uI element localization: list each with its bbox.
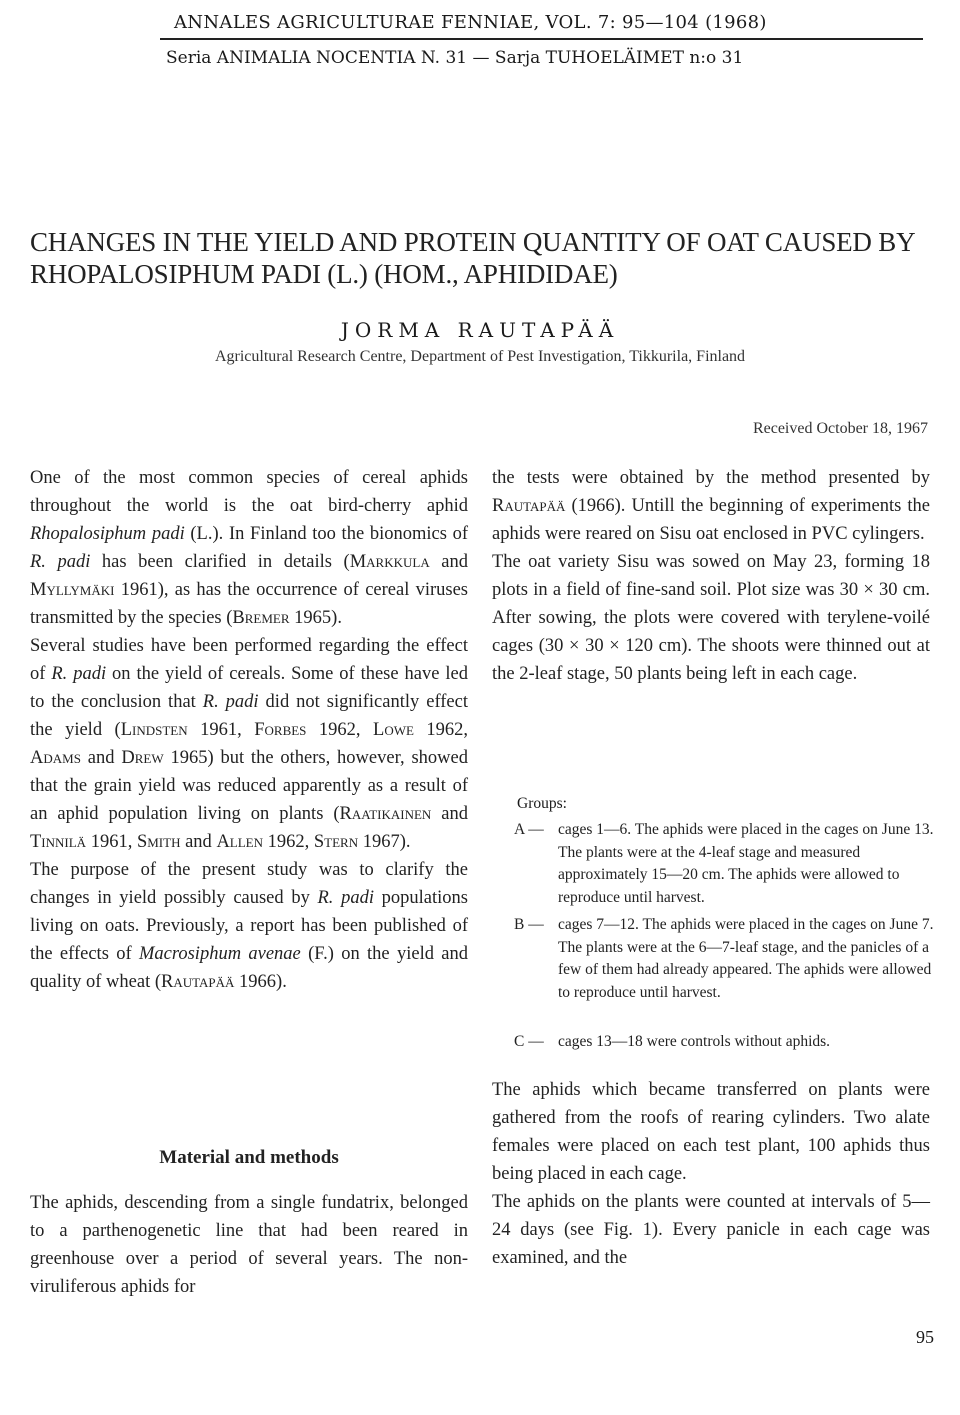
methods-paragraph-5: The aphids on the plants were counted at intervals of 5—24 days (see Fig. 1). Every panicle in each cage was examined, and the [492, 1192, 930, 1268]
methods-paragraph-4: The aphids which became transferred on plants were gathered from the roofs of rearing cylinders. Two alate females were placed on each test plant, 100 aphids thus being placed in each cage. [492, 1080, 930, 1184]
article-title-line-1: CHANGES IN THE YIELD AND PROTEIN QUANTITY OF OAT CAUSED BY [30, 227, 916, 257]
author-name: JORMA RAUTAPÄÄ [340, 318, 620, 342]
right-column-lower [492, 1076, 930, 1272]
journal-header: ANNALES AGRICULTURAE FENNIAE, VOL. 7: 95—104 (1968) [174, 12, 767, 33]
left-column [30, 464, 468, 996]
series-line: Seria ANIMALIA NOCENTIA N. 31 — Sarja TUHOELÄIMET n:o 31 [166, 48, 744, 68]
article-title-line-2: RHOPALOSIPHUM PADI (L.) (HOM., APHIDIDAE) [30, 259, 618, 289]
intro-paragraph-1: One of the most common species of cereal aphids throughout the world is the oat bird-cherry aphid Rhopalosiphum padi (L.). In Finland too the bionomics of R. padi has been clarified in details (Markkula and Myllymäki 1961), as has the occurrence of cereal viruses transmitted by the species (Bremer 1965). [30, 468, 469, 628]
header-rule [160, 38, 923, 40]
methods-paragraph-1-column [30, 1189, 468, 1301]
page-number: 95 [916, 1327, 934, 1347]
group-description: cages 7—12. The aphids were placed in the cages on June 7. The plants were at the 6—7-leaf stage, and the panicles of a few of them had already appeared. The aphids were allowed to reproduce until harvest. [558, 916, 934, 1001]
group-letter: B — [514, 916, 544, 933]
groups-label: Groups: [517, 795, 567, 812]
group-c-item [514, 1031, 934, 1055]
group-b-item [514, 914, 934, 1026]
group-description: cages 13—18 were controls without aphids. [558, 1033, 831, 1050]
methods-paragraph-1: The aphids, descending from a single fundatrix, belonged to a parthenogenetic line that had been reared in greenhouse over a period of several years. The non-viruliferous aphids for [30, 1193, 468, 1297]
group-letter: A — [514, 821, 544, 838]
group-letter: C — [514, 1033, 544, 1050]
intro-paragraph-3: The purpose of the present study was to clarify the changes in yield possibly caused by R. padi populations living on oats. Previously, a report has been published of the effects of Macrosiphum avenae (F.) on the yield and quality of wheat (Rautapää 1966). [30, 860, 468, 992]
intro-paragraph-2: Several studies have been performed regarding the effect of R. padi on the yield of cereals. Some of these have led to the conclusion that R. padi did not significantly effect the yield (Lindsten 1961, Forbes 1962, Lowe 1962, Adams and Drew 1965) but the others, however, showed that the grain yield was reduced apparently as a result of an aphid population living on plants (Raatikainen and Tinnilä 1961, Smith and Allen 1962, Stern 1967). [30, 636, 469, 852]
group-a-item [514, 819, 934, 911]
group-description: cages 1—6. The aphids were placed in the cages on June 13. The plants were at the 4-leaf stage and measured approximately 15—20 cm. The aphids were allowed to reproduce until harvest. [558, 821, 934, 906]
received-date: Received October 18, 1967 [752, 420, 928, 437]
right-column [492, 464, 930, 688]
author-affiliation: Agricultural Research Centre, Department of Pest Investigation, Tikkurila, Finland [214, 348, 746, 365]
methods-paragraph-2: the tests were obtained by the method presented by Rautapää (1966). Untill the beginning of experiments the aphids were reared on Sisu oat enclosed in PVC cylingers. [492, 468, 930, 544]
methods-paragraph-3: The oat variety Sisu was sowed on May 23, forming 18 plots in a field of fine-sand soil. Plot size was 30 × 30 cm. After sowing, the plots were covered with terylene-voilé cages (30 × 30 × 120 cm). The shoots were thinned out at the 2-leaf stage, 50 plants being left in each cage. [492, 552, 930, 684]
section-heading-material-methods: Material and methods [159, 1147, 339, 1168]
